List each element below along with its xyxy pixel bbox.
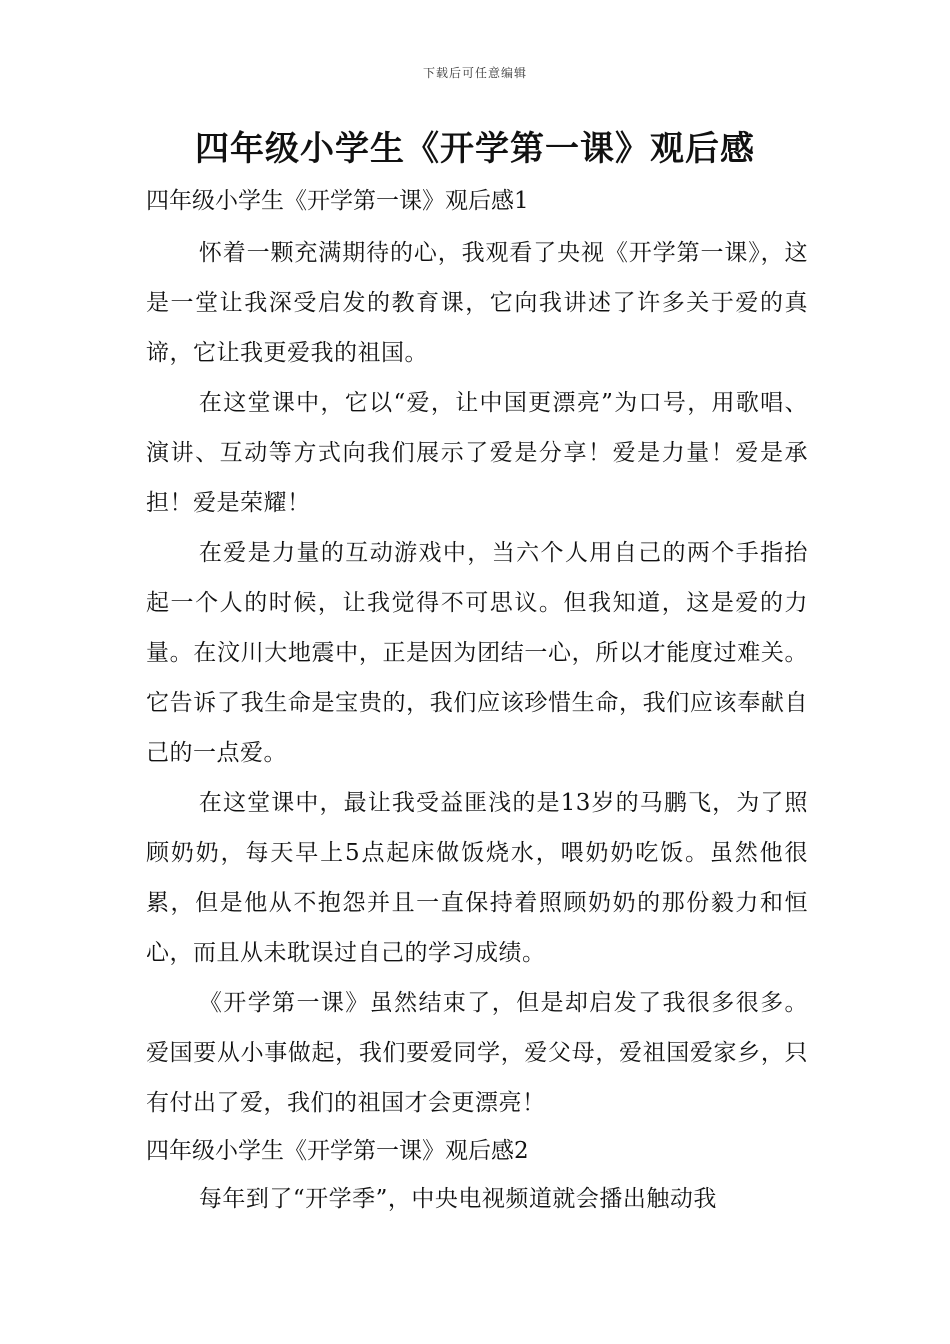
section-heading: 四年级小学生《开学第一课》观后感2 (146, 1138, 529, 1164)
section-1 (146, 178, 808, 1128)
document-body (146, 178, 808, 1224)
page-header-note: 下载后可任意编辑 (422, 66, 527, 80)
paragraph: 怀着一颗充满期待的心，我观看了央视《开学第一课》，这是一堂让我深受启发的教育课，它向我讲述了许多关于爱的真谛，它让我更爱我的祖国。 (146, 240, 808, 366)
paragraph: 每年到了“开学季”，中央电视频道就会播出触动我 (198, 1186, 717, 1212)
section-heading: 四年级小学生《开学第一课》观后感1 (146, 188, 529, 214)
paragraph: 在这堂课中，最让我受益匪浅的是13岁的马鹏飞，为了照顾奶奶，每天早上5点起床做饭烧水，喂奶奶吃饭。虽然他很累，但是他从不抱怨并且一直保持着照顾奶奶的那份毅力和恒心，而且从未耽误过自己的学习成绩。 (146, 790, 808, 966)
paragraph: 《开学第一课》虽然结束了，但是却启发了我很多很多。爱国要从小事做起，我们要爱同学，爱父母，爱祖国爱家乡，只有付出了爱，我们的祖国才会更漂亮！ (146, 990, 808, 1116)
paragraph: 在这堂课中，它以“爱，让中国更漂亮”为口号，用歌唱、演讲、互动等方式向我们展示了爱是分享！爱是力量！爱是承担！爱是荣耀！ (146, 390, 808, 516)
document-title: 四年级小学生《开学第一课》观后感 (195, 129, 755, 169)
paragraph: 在爱是力量的互动游戏中，当六个人用自己的两个手指抬起一个人的时候，让我觉得不可思议。但我知道，这是爱的力量。在汶川大地震中，正是因为团结一心，所以才能度过难关。它告诉了我生命是宝贵的，我们应该珍惜生命，我们应该奉献自己的一点爱。 (146, 540, 808, 766)
section-2 (146, 1128, 808, 1224)
